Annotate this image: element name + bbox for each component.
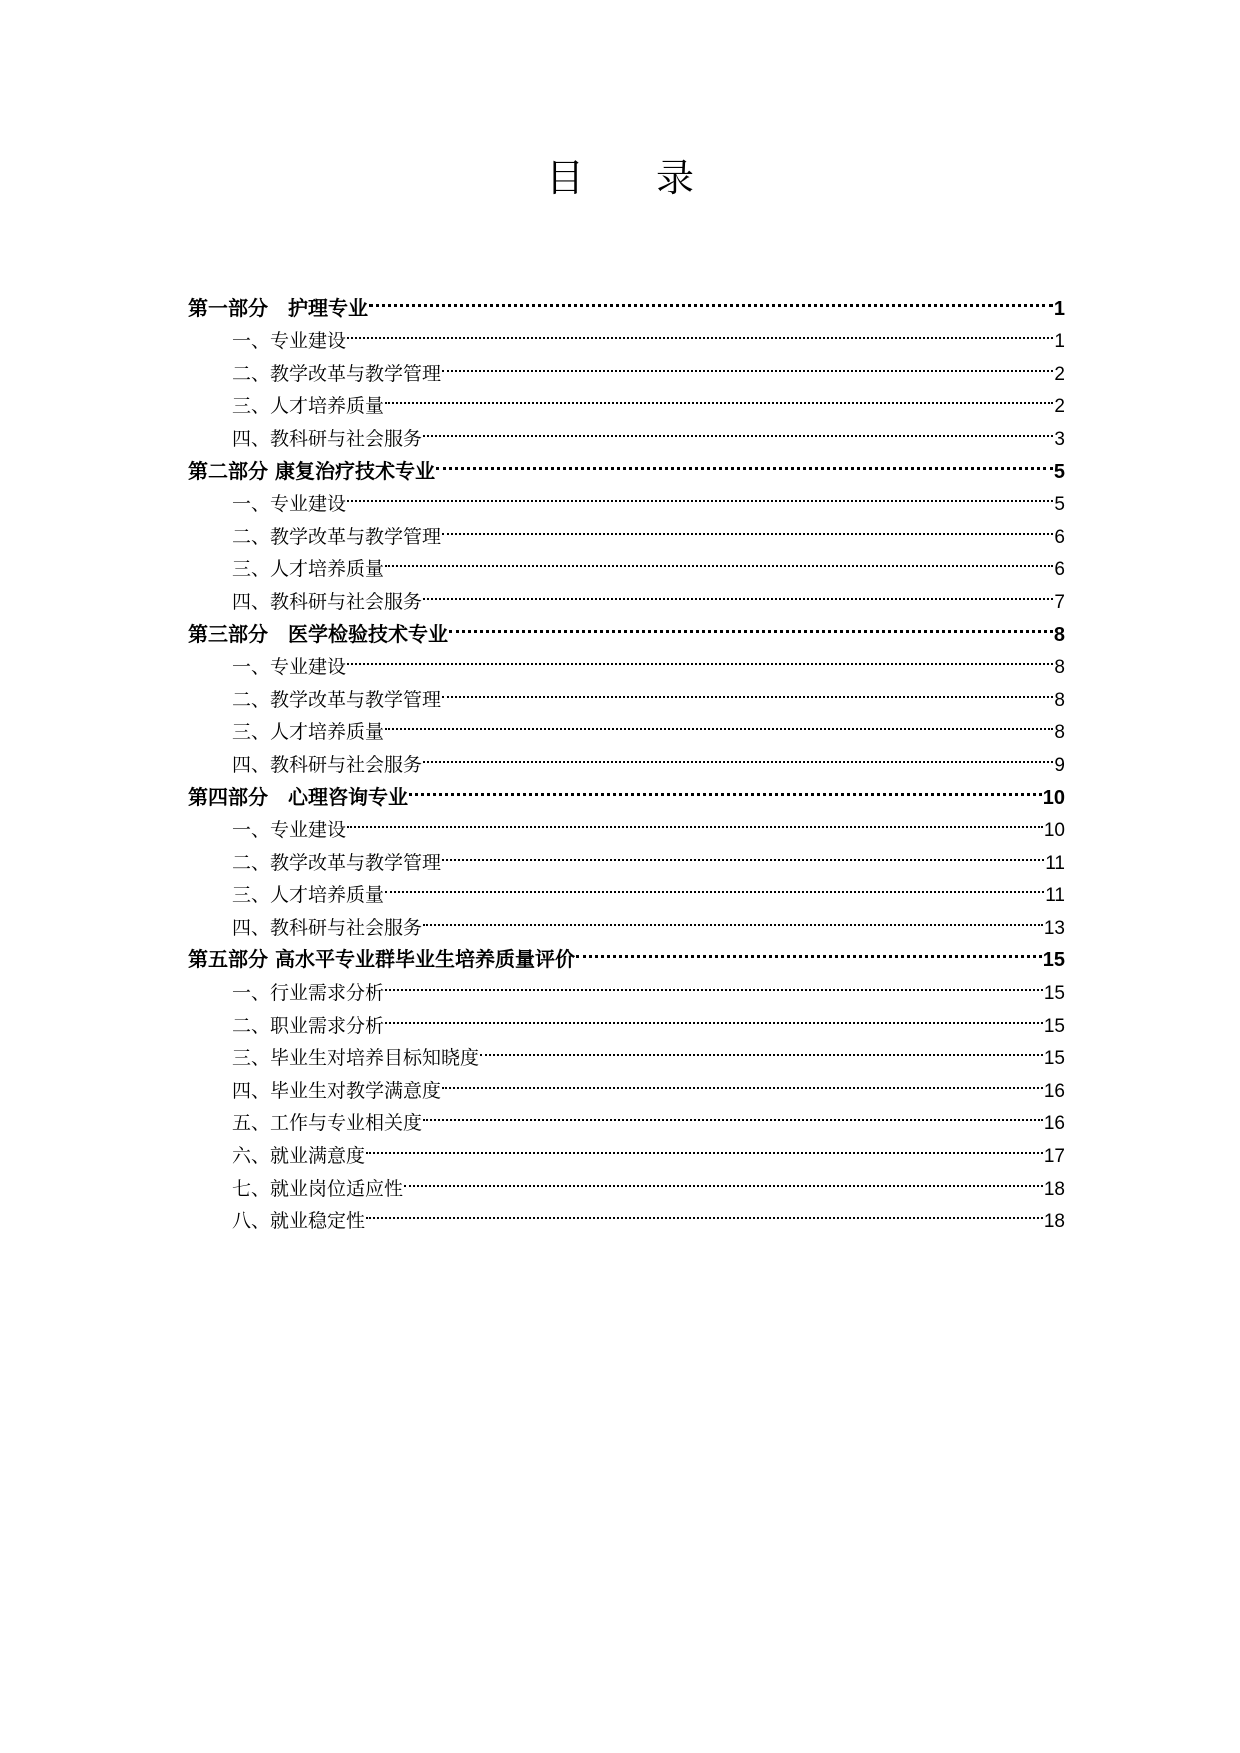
toc-page-number: 18 xyxy=(1043,1211,1065,1233)
toc-entry-label: 七、就业岗位适应性 xyxy=(232,1177,404,1200)
toc-entry-label: 二、教学改革与教学管理 xyxy=(232,851,442,874)
toc-entry-label: 第五部分 高水平专业群毕业生培养质量评价 xyxy=(188,947,575,972)
toc-page-number: 6 xyxy=(1054,526,1065,548)
toc-dot-leader xyxy=(423,901,1043,934)
toc-entry-label: 三、毕业生对培养目标知晓度 xyxy=(232,1047,480,1070)
toc-dot-leader xyxy=(366,1129,1043,1162)
toc-page-number: 17 xyxy=(1043,1146,1065,1168)
toc-entry-label: 二、教学改革与教学管理 xyxy=(232,688,442,711)
toc-page-number: 1 xyxy=(1053,297,1065,320)
toc-part-entry[interactable] xyxy=(188,282,1065,320)
toc-entry-label: 二、职业需求分析 xyxy=(232,1014,385,1037)
toc-entry-label: 八、就业稳定性 xyxy=(232,1210,366,1233)
toc-dot-leader xyxy=(347,804,1043,837)
toc-page-number: 5 xyxy=(1053,460,1065,483)
toc-entry-label: 一、专业建设 xyxy=(232,493,347,516)
toc-dot-leader xyxy=(436,445,1053,478)
toc-page-number: 13 xyxy=(1043,917,1065,939)
toc-entry-label: 三、人才培养质量 xyxy=(232,395,385,418)
toc-page-number: 18 xyxy=(1043,1178,1065,1200)
toc-dot-leader xyxy=(442,1064,1043,1097)
toc-dot-leader xyxy=(366,1195,1043,1228)
toc-page-number: 8 xyxy=(1054,722,1065,744)
toc-page-number: 2 xyxy=(1054,363,1065,385)
toc-dot-leader xyxy=(347,641,1053,674)
toc-page-number: 1 xyxy=(1054,331,1065,353)
toc-entry-label: 四、毕业生对教学满意度 xyxy=(232,1079,442,1102)
title-char-2: 录 xyxy=(656,156,695,200)
toc-dot-leader xyxy=(442,836,1044,869)
toc-page-number: 15 xyxy=(1043,983,1065,1005)
toc-entry-label: 第一部分 护理专业 xyxy=(188,295,368,320)
toc-page-number: 10 xyxy=(1043,820,1065,842)
toc-entry-label: 一、专业建设 xyxy=(232,656,347,679)
toc-entry-label: 一、行业需求分析 xyxy=(232,982,385,1005)
toc-page-number: 2 xyxy=(1054,396,1065,418)
toc-entry-label: 四、教科研与社会服务 xyxy=(232,916,423,939)
toc-entry-label: 四、教科研与社会服务 xyxy=(232,427,423,450)
toc-dot-leader xyxy=(442,673,1053,706)
toc-dot-leader xyxy=(385,869,1044,902)
toc-entry-label: 第二部分 康复治疗技术专业 xyxy=(188,458,435,483)
toc-page-number: 10 xyxy=(1042,786,1065,809)
toc-dot-leader xyxy=(576,934,1042,967)
toc-entry-label: 三、人才培养质量 xyxy=(232,721,385,744)
toc-entry-label: 四、教科研与社会服务 xyxy=(232,753,423,776)
toc-dot-leader xyxy=(423,412,1053,445)
toc-page-number: 8 xyxy=(1054,657,1065,679)
toc-entry-label: 三、人才培养质量 xyxy=(232,558,385,581)
toc-page-number: 3 xyxy=(1054,428,1065,450)
toc-entry-label: 第三部分 医学检验技术专业 xyxy=(188,621,448,646)
toc-dot-leader xyxy=(404,1162,1043,1195)
toc-entry-label: 一、专业建设 xyxy=(232,330,347,353)
toc-page-number: 9 xyxy=(1054,754,1065,776)
toc-dot-leader xyxy=(385,380,1053,413)
toc-entry-label: 四、教科研与社会服务 xyxy=(232,590,423,613)
toc-entry-label: 一、专业建设 xyxy=(232,819,347,842)
toc-dot-leader xyxy=(423,575,1053,608)
toc-entry-label: 二、教学改革与教学管理 xyxy=(232,362,442,385)
toc-page-number: 6 xyxy=(1054,559,1065,581)
toc-entry-label: 五、工作与专业相关度 xyxy=(232,1112,423,1135)
toc-dot-leader xyxy=(442,510,1053,543)
toc-page-number: 15 xyxy=(1043,1015,1065,1037)
toc-page-number: 15 xyxy=(1043,1048,1065,1070)
toc-dot-leader xyxy=(423,738,1053,771)
toc-dot-leader xyxy=(449,608,1053,641)
page-title xyxy=(0,154,1240,202)
title-char-1: 目 xyxy=(545,156,584,200)
toc-dot-leader xyxy=(369,282,1053,315)
toc-dot-leader xyxy=(385,999,1043,1032)
toc-page-number: 8 xyxy=(1053,623,1065,646)
toc-page-number: 15 xyxy=(1042,949,1065,972)
table-of-contents xyxy=(188,282,1065,1233)
toc-dot-leader xyxy=(480,1032,1043,1065)
toc-entry-label: 第四部分 心理咨询专业 xyxy=(188,784,408,809)
toc-dot-leader xyxy=(442,347,1053,380)
toc-dot-leader xyxy=(385,966,1043,999)
toc-entry-label: 三、人才培养质量 xyxy=(232,884,385,907)
toc-page-number: 11 xyxy=(1045,852,1065,874)
toc-dot-leader xyxy=(385,543,1053,576)
toc-dot-leader xyxy=(385,706,1053,739)
toc-page-number: 7 xyxy=(1054,591,1065,613)
toc-page-number: 11 xyxy=(1045,885,1065,907)
toc-page-number: 16 xyxy=(1043,1080,1065,1102)
toc-dot-leader xyxy=(409,771,1042,804)
toc-entry-label: 六、就业满意度 xyxy=(232,1145,366,1168)
toc-entry-label: 二、教学改革与教学管理 xyxy=(232,525,442,548)
toc-page-number: 8 xyxy=(1054,689,1065,711)
toc-dot-leader xyxy=(347,315,1053,348)
toc-page-number: 16 xyxy=(1043,1113,1065,1135)
toc-dot-leader xyxy=(423,1097,1043,1130)
toc-dot-leader xyxy=(347,478,1053,511)
toc-page-number: 5 xyxy=(1054,494,1065,516)
